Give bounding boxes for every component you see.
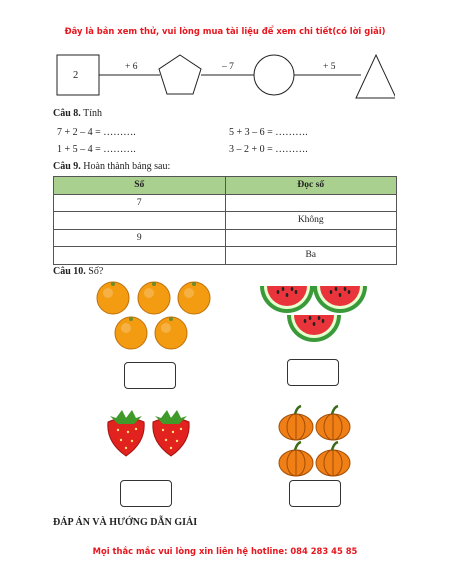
pumpkin-icon — [279, 442, 313, 476]
table-cell[interactable]: Không — [225, 212, 397, 230]
watermelon-slice-icon — [313, 286, 367, 313]
pumpkin-icon — [316, 442, 350, 476]
header-so: Số — [54, 177, 226, 195]
strawberry-answer-box[interactable] — [120, 480, 172, 507]
orange-icon — [115, 317, 147, 349]
watermelon-group — [260, 286, 367, 342]
orange-icon — [138, 282, 170, 314]
pumpkin-icon — [316, 406, 350, 440]
table-cell[interactable]: 9 — [54, 229, 226, 247]
q9-label: Câu 9. — [53, 161, 81, 172]
q8-item-3: 1 + 5 – 4 = ………. — [57, 144, 136, 155]
q10-label: Câu 10. — [53, 266, 86, 277]
q10-prompt: Số? — [88, 266, 104, 277]
strawberry-icon — [153, 410, 189, 456]
watermelon-slice-icon — [287, 315, 341, 342]
q8-label: Câu 8. — [53, 108, 81, 119]
q9-prompt: Hoàn thành bảng sau: — [83, 161, 171, 172]
pumpkin-group — [279, 406, 350, 476]
orange-icon — [97, 282, 129, 314]
answer-heading: ĐÁP ÁN VÀ HƯỚNG DẪN GIẢI — [53, 517, 198, 528]
header-doc-so: Đọc số — [225, 177, 397, 195]
q8-prompt: Tính — [83, 108, 103, 119]
chain-step-3: + 5 — [323, 62, 336, 72]
pumpkin-answer-box[interactable] — [289, 480, 341, 507]
table-cell[interactable]: Ba — [225, 247, 397, 265]
chain-start-value: 2 — [73, 70, 79, 81]
pumpkin-icon — [279, 406, 313, 440]
orange-answer-box[interactable] — [124, 362, 176, 389]
watermelon-slice-icon — [260, 286, 314, 313]
chain-step-2: – 7 — [222, 62, 234, 72]
orange-group — [97, 282, 210, 349]
orange-icon — [155, 317, 187, 349]
strawberry-group — [108, 410, 189, 456]
strawberry-icon — [108, 410, 144, 456]
preview-banner: Đây là bản xem thử, vui lòng mua tài liệu để xem chi tiết(có lời giải) — [64, 26, 386, 36]
q8-item-1: 7 + 2 – 4 = ………. — [57, 127, 136, 138]
orange-icon — [178, 282, 210, 314]
q8-item-4: 3 – 2 + 0 = ………. — [229, 144, 308, 155]
hotline-banner: Mọi thắc mắc vui lòng xin liên hệ hotline: 084 283 45 85 — [92, 546, 358, 556]
watermelon-answer-box[interactable] — [287, 359, 339, 386]
q8-item-2: 5 + 3 – 6 = ………. — [229, 127, 308, 138]
chain-step-1: + 6 — [125, 62, 138, 72]
table-cell[interactable]: 7 — [54, 194, 226, 212]
